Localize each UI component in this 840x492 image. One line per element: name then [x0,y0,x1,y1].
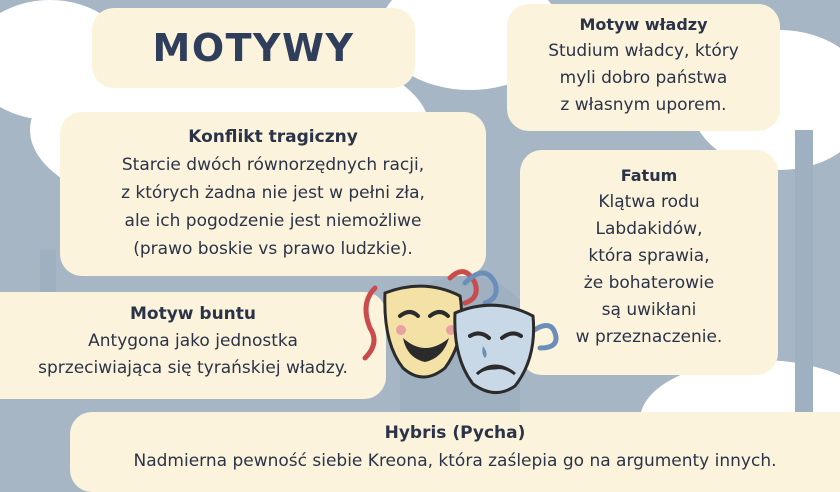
motif-card-wladza [507,4,780,131]
card-line: z których żadna nie jest w pełni zła, [121,183,425,203]
motif-card-hybris [70,412,840,492]
card-heading: Konflikt tragiczny [188,127,358,147]
card-line: z własnym uporem. [560,95,727,115]
theatre-masks-icon [355,258,565,398]
card-line: ale ich pogodzenie jest niemożliwe [124,211,422,231]
card-line: Nadmierna pewność siebie Kreona, która zaślepia go na argumenty innych. [133,451,777,471]
motif-card-bunt [0,292,386,399]
card-line: Antygona jako jednostka [88,331,298,351]
card-line: Klątwa rodu [598,192,700,212]
card-line: że bohaterowie [583,273,715,293]
card-line: Starcie dwóch równorzędnych racji, [121,155,425,175]
card-line: sprzeciwiająca się tyrańskiej władzy. [38,358,348,378]
title-card [92,8,415,88]
card-heading: Hybris (Pycha) [384,423,526,443]
card-line: (prawo boskie vs prawo ludzkie). [133,239,413,259]
card-heading: Motyw władzy [579,15,708,34]
motif-card-konflikt [60,112,486,276]
page-title: MOTYWY [152,26,355,70]
card-heading: Motyw buntu [129,304,257,324]
card-line: w przeznaczenie. [575,327,723,347]
card-heading: Fatum [620,166,678,185]
card-line: Labdakidów, [595,219,703,239]
card-line: która sprawia, [588,246,710,266]
card-line: są uwikłani [601,300,697,320]
card-line: Studium władcy, który [548,41,739,61]
card-line: myli dobro państwa [559,68,728,88]
